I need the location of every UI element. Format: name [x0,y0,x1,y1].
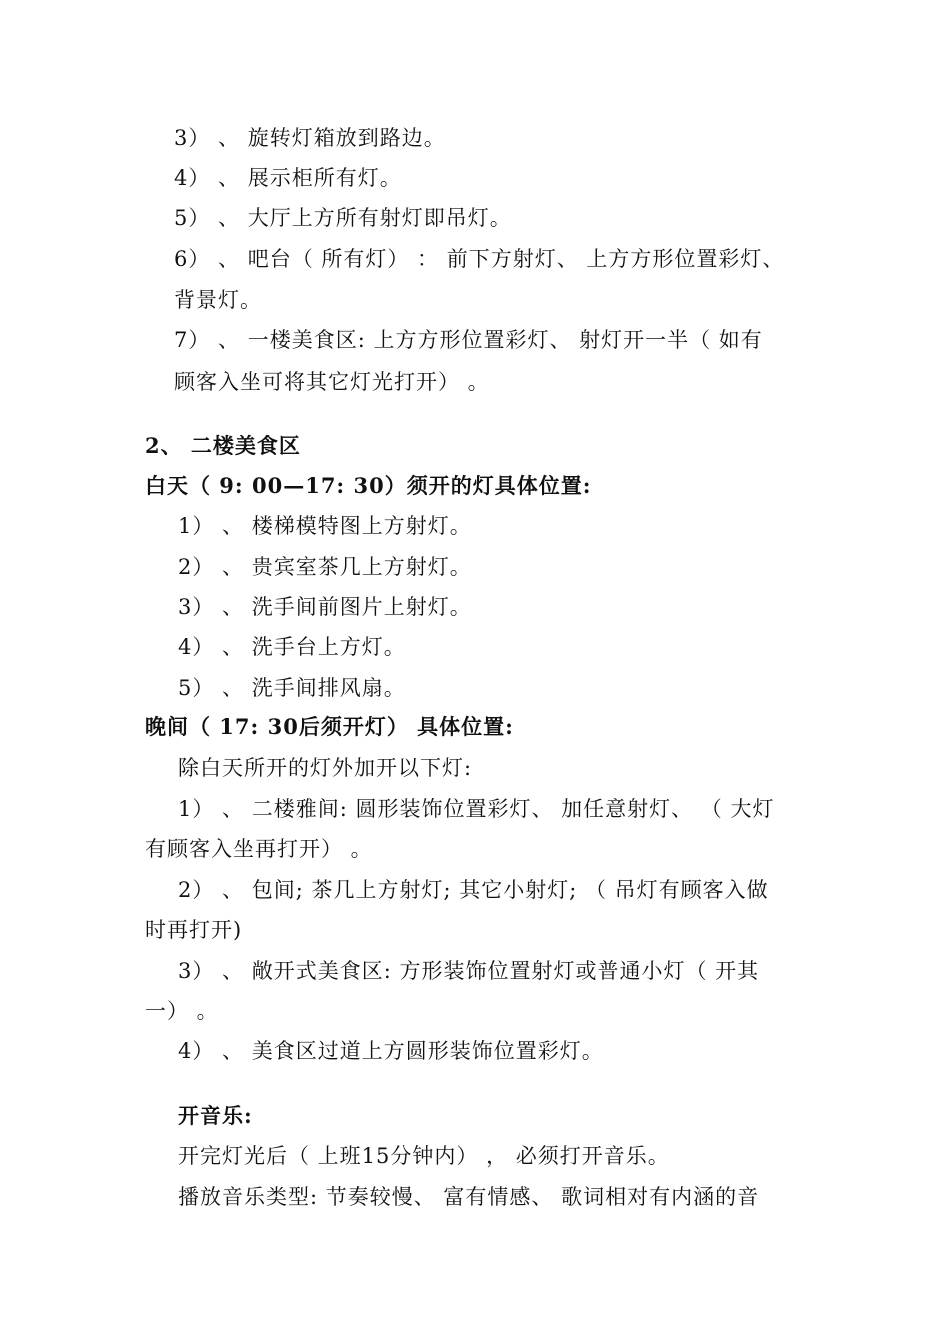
list-item: 4） 、 美食区过道上方圆形装饰位置彩灯。 [178,1039,604,1063]
subsection-heading: 白天（ 9: 00—17: 30）须开的灯具体位置: [145,473,592,498]
list-item: 6） 、 吧台（ 所有灯） ： 前下方射灯、 上方方形位置彩灯、 [174,247,785,271]
list-item: 2） 、 贵宾室茶几上方射灯。 [178,555,472,579]
list-item: 5） 、 大厅上方所有射灯即吊灯。 [174,206,512,230]
list-item: 1） 、 楼梯模特图上方射灯。 [178,514,472,538]
list-item: 4） 、 展示柜所有灯。 [174,166,402,190]
list-item: 5） 、 洗手间排风扇。 [178,676,406,700]
list-item-continuation: 背景灯。 [174,288,262,312]
subsection-heading: 晚间（ 17: 30后须开灯） 具体位置: [145,714,514,739]
list-item: 2） 、 包间; 茶几上方射灯; 其它小射灯; （ 吊灯有顾客入做 [178,878,769,902]
list-item-continuation: 顾客入坐可将其它灯光打开） 。 [174,370,490,394]
list-item-continuation: 有顾客入坐再打开） 。 [145,837,373,861]
section-heading: 2、 二楼美食区 [145,433,301,458]
list-item: 7） 、 一楼美食区: 上方方形位置彩灯、 射灯开一半（ 如有 [174,328,763,352]
subsection-heading: 开音乐: [178,1103,253,1128]
paragraph: 除白天所开的灯外加开以下灯: [178,756,473,780]
list-item: 3） 、 旋转灯箱放到路边。 [174,126,446,150]
list-item-continuation: 一） 。 [145,999,219,1023]
paragraph: 播放音乐类型: 节奏较慢、 富有情感、 歌词相对有内涵的音 [178,1185,760,1209]
paragraph: 开完灯光后（ 上班15分钟内） ， 必须打开音乐。 [178,1144,670,1168]
list-item-continuation: 时再打开) [145,918,243,942]
list-item: 4） 、 洗手台上方灯。 [178,635,406,659]
list-item: 3） 、 敞开式美食区: 方形装饰位置射灯或普通小灯（ 开其 [178,959,760,983]
list-item: 1） 、 二楼雅间: 圆形装饰位置彩灯、 加任意射灯、 （ 大灯 [178,797,775,821]
list-item: 3） 、 洗手间前图片上射灯。 [178,595,472,619]
